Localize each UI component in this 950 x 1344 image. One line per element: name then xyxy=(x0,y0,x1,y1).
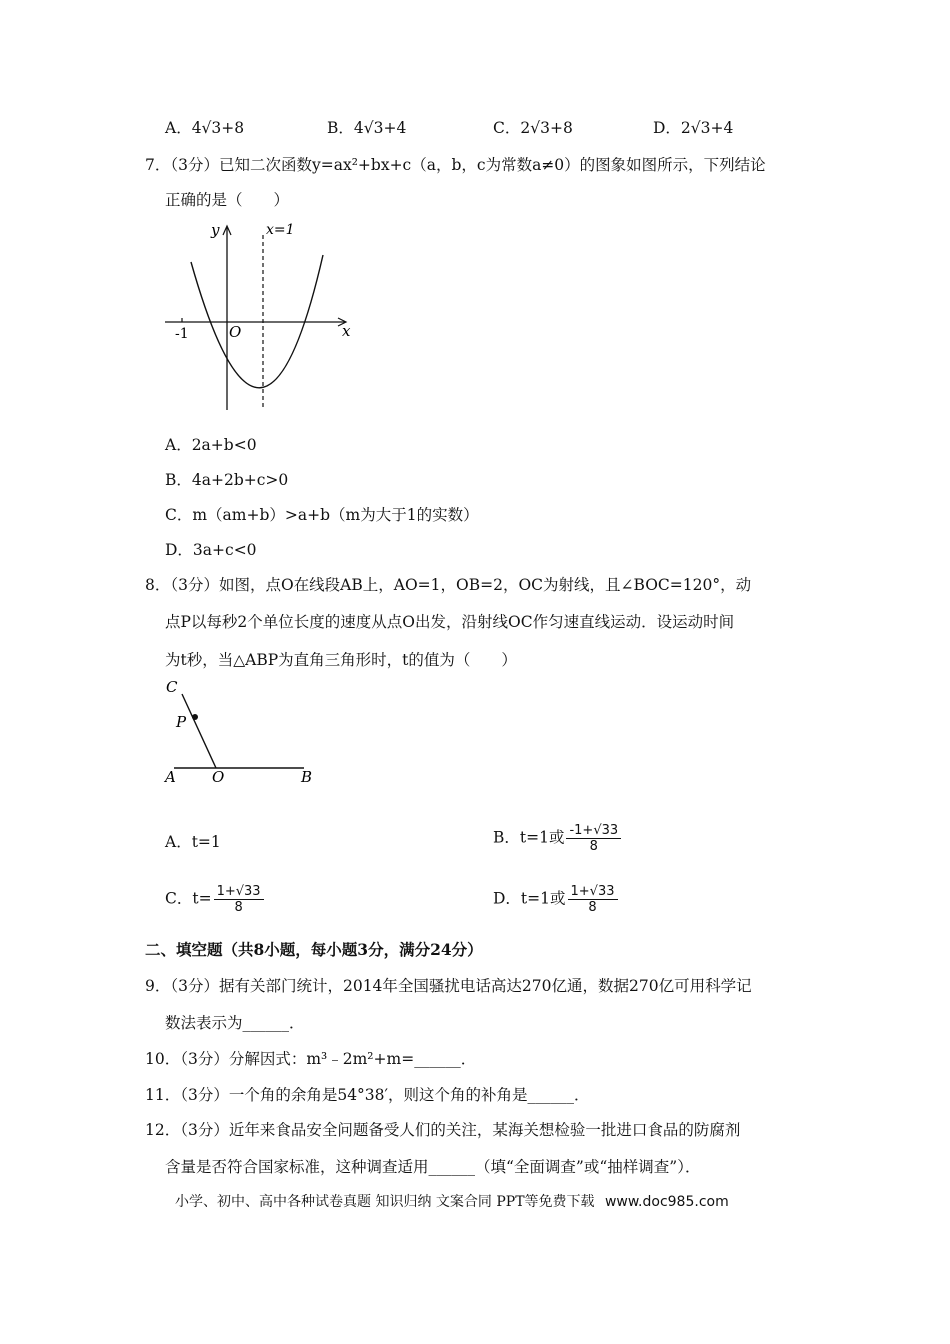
q8-option-b-numerator: -1+√33 xyxy=(566,823,621,839)
q9-line1: 9．（3分）据有关部门统计，2014年全国骚扰电话高达270亿通，数据270亿可用科学记 xyxy=(145,977,752,995)
q8-option-d xyxy=(493,884,618,915)
q8-option-c-fraction xyxy=(214,884,264,915)
q7-option-b: B．4a+2b+c>0 xyxy=(165,471,289,489)
q6-option-b: B．4√3+4 xyxy=(327,119,407,137)
q8-stem-line2: 点P以每秒2个单位长度的速度从点O出发，沿射线OC作匀速直线运动．设运动时间 xyxy=(165,613,735,631)
origin-label: O xyxy=(229,323,242,341)
footer-text: 小学、初中、高中各种试卷真题 知识归纳 文案合同 PPT等免费下载 xyxy=(175,1194,595,1210)
q7-stem-line1: 7．（3分）已知二次函数y=ax²+bx+c（a，b，c为常数a≠0）的图象如图所示，下列结论 xyxy=(145,156,766,174)
q6-option-d: D．2√3+4 xyxy=(653,119,734,137)
label-b: B xyxy=(301,768,313,786)
q8-ray-figure xyxy=(160,672,335,792)
label-o: O xyxy=(212,768,225,786)
q8-option-c-numerator: 1+√33 xyxy=(214,884,264,900)
minus-one-label: -1 xyxy=(175,326,189,342)
q7-option-a: A．2a+b<0 xyxy=(165,436,257,454)
q8-option-c-denominator: 8 xyxy=(234,900,243,915)
q8-option-d-prefix: D．t=1或 xyxy=(493,889,566,908)
q7-parabola-figure xyxy=(160,215,360,415)
x-axis-label: x xyxy=(342,322,351,340)
q8-option-b-fraction xyxy=(566,823,621,854)
section-2-title: 二、填空题（共8小题，每小题3分，满分24分） xyxy=(145,940,483,959)
label-p: P xyxy=(176,713,187,731)
q10: 10．（3分）分解因式：m³﹣2m²+m=______． xyxy=(145,1050,477,1068)
q6-option-a: A．4√3+8 xyxy=(165,119,245,137)
q8-option-d-fraction xyxy=(568,884,618,915)
q7-stem-line2: 正确的是（ ） xyxy=(165,191,290,209)
q8-option-b-prefix: B．t=1或 xyxy=(493,828,565,847)
q12-line2: 含量是否符合国家标准，这种调查适用______（填“全面调查”或“抽样调查”）． xyxy=(165,1158,701,1176)
q8-option-b-denominator: 8 xyxy=(589,839,598,854)
q8-option-a: A．t=1 xyxy=(165,833,221,851)
point-p xyxy=(192,714,198,720)
q8-option-c-prefix: C．t= xyxy=(165,889,212,908)
q8-option-d-numerator: 1+√33 xyxy=(568,884,618,900)
q11: 11．（3分）一个角的余角是54°38′，则这个角的补角是______． xyxy=(145,1086,590,1104)
ray-oc xyxy=(182,694,216,768)
q8-option-c xyxy=(165,884,264,915)
q6-option-c: C．2√3+8 xyxy=(493,119,573,137)
label-c: C xyxy=(166,678,178,696)
q8-option-b xyxy=(493,823,621,854)
q8-stem-line3: 为t秒，当△ABP为直角三角形时，t的值为（ ） xyxy=(165,651,517,669)
symmetry-label: x=1 xyxy=(266,222,295,238)
label-a: A xyxy=(165,768,176,786)
q7-option-c: C．m（am+b）>a+b（m为大于1的实数） xyxy=(165,506,479,524)
y-axis-label: y xyxy=(211,221,220,239)
q12-line1: 12．（3分）近年来食品安全问题备受人们的关注，某海关想检验一批进口食品的防腐剂 xyxy=(145,1121,741,1139)
q8-option-d-denominator: 8 xyxy=(588,900,597,915)
footer-url[interactable]: www.doc985.com xyxy=(604,1194,729,1210)
q8-stem-line1: 8．（3分）如图，点O在线段AB上，AO=1，OB=2，OC为射线，且∠BOC=120°，动 xyxy=(145,576,752,594)
q9-line2: 数法表示为______． xyxy=(165,1014,305,1032)
q7-option-d: D．3a+c<0 xyxy=(165,541,257,559)
page-footer xyxy=(175,1192,729,1212)
